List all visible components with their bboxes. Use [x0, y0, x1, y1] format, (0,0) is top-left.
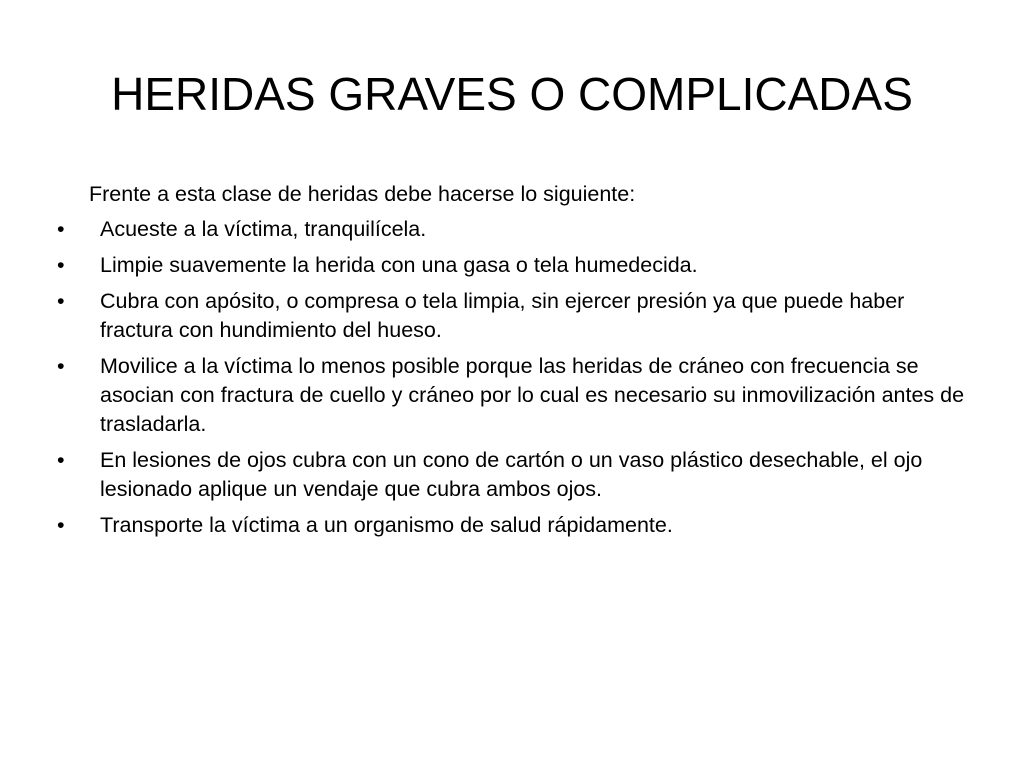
slide-title: HERIDAS GRAVES O COMPLICADAS [111, 68, 913, 120]
list-item [57, 446, 977, 504]
bullet-icon: • [57, 354, 65, 378]
list-item [57, 352, 977, 439]
bullet-icon: • [57, 448, 65, 472]
bullet-icon: • [57, 253, 65, 277]
intro-text: Frente a esta clase de heridas debe hacerse lo siguiente: [89, 182, 636, 206]
list-item [57, 287, 977, 345]
bullet-icon: • [57, 289, 65, 313]
list-item [57, 511, 977, 540]
list-item-text: En lesiones de ojos cubra con un cono de cartón o un vaso plástico desechable, el ojo lesionado aplique un vendaje que cubra ambos ojos. [100, 448, 923, 501]
list-item-text: Movilice a la víctima lo menos posible porque las heridas de cráneo con frecuencia se asocian con fractura de cuello y cráneo por lo cual es necesario su inmovilización antes de trasladarla. [100, 354, 965, 436]
bullet-icon: • [57, 217, 65, 241]
list-item-text: Cubra con apósito, o compresa o tela limpia, sin ejercer presión ya que puede haber fractura con hundimiento del hueso. [100, 289, 905, 342]
bullet-icon: • [57, 513, 65, 537]
list-item-text: Limpie suavemente la herida con una gasa o tela humedecida. [100, 253, 698, 277]
slide-body [57, 180, 977, 547]
list-item [57, 251, 977, 280]
bullet-list [57, 215, 977, 540]
list-item-text: Acueste a la víctima, tranquilícela. [100, 217, 427, 241]
list-item-text: Transporte la víctima a un organismo de salud rápidamente. [100, 513, 673, 537]
list-item [57, 215, 977, 244]
